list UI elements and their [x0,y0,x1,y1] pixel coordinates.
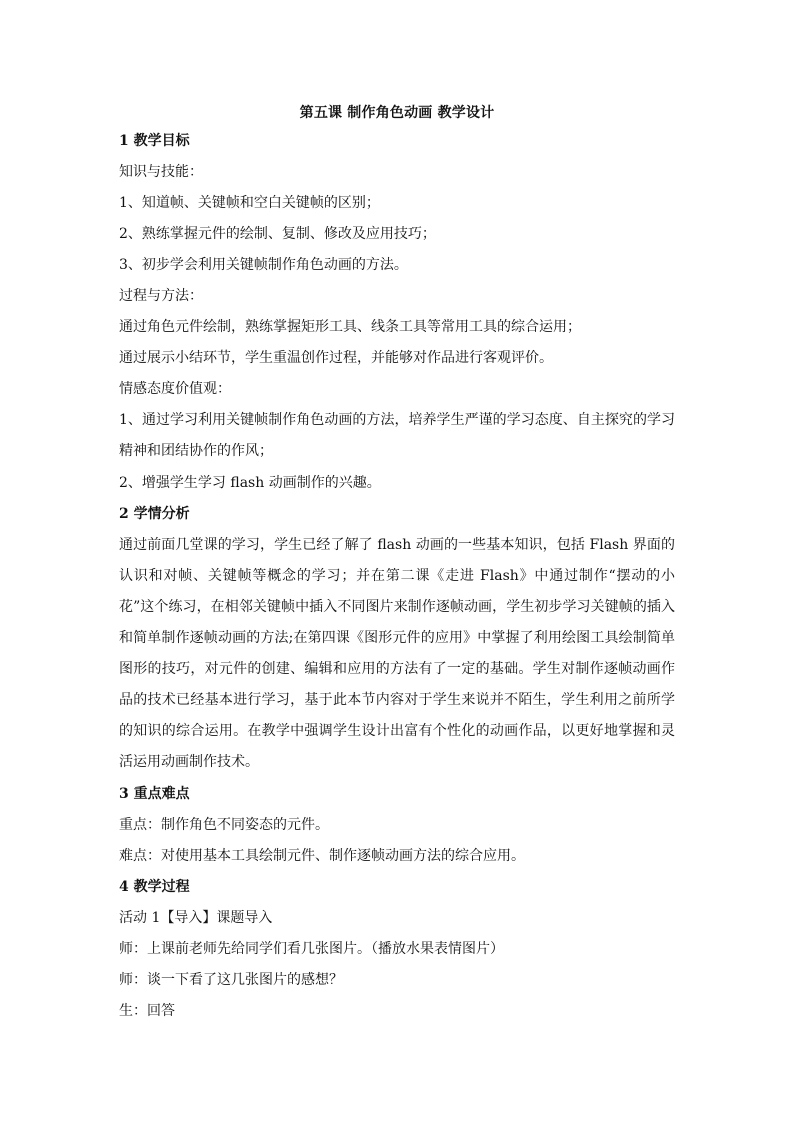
knowledge-item: 2、熟练掌握元件的绘制、复制、修改及应用技巧； [119,226,436,242]
process-item: 通过展示小结环节，学生重温创作过程，并能够对作品进行客观评价。 [119,350,553,366]
section-heading-objectives: 1 教学目标 [119,133,190,149]
knowledge-item: 1、知道帧、关键帧和空白关键帧的区别； [119,195,380,211]
difficulty-text: 难点：对使用基本工具绘制元件、制作逐帧动画方法的综合应用。 [119,848,525,864]
key-point-text: 重点：制作角色不同姿态的元件。 [119,817,329,833]
document-body [119,103,675,1032]
dialogue-line: 师：上课前老师先给同学们看几张图片。（播放水果表情图片） [119,941,504,957]
knowledge-skills-label: 知识与技能： [119,164,203,180]
attitude-values-label: 情感态度价值观： [119,381,231,397]
attitude-item: 1、通过学习利用关键帧制作角色动画的方法，培养学生严谨的学习态度、自主探究的学习精神和团结协作的作风； [119,412,675,459]
learner-analysis-paragraph: 通过前面几堂课的学习，学生已经了解了 flash 动画的一些基本知识，包括 Flash 界面的认识和对帧、关键帧等概念的学习；并在第二课《走进 Flash》中通过制作“摆动的小花”这个练习，在相邻关键帧中插入不同图片来制作逐帧动画，学生初步学习关键帧的插入和简单制作逐帧动画的方法;在第四课《图形元件的应用》中掌握了利用绘图工具绘制简单图形的技巧，对元件的创建、编辑和应用的方法有了一定的基础。学生对制作逐帧动画作品的技术已经基本进行学习，基于此本节内容对于学生来说并不陌生，学生利用之前所学的知识的综合运用。在教学中强调学生设计出富有个性化的动画作品，以更好地掌握和灵活运用动画制作技术。 [119,537,675,770]
document-title: 第五课 制作角色动画 教学设计 [299,105,495,121]
activity-title: 活动 1【导入】课题导入 [119,910,273,926]
section-heading-learner-analysis: 2 学情分析 [119,506,190,522]
process-methods-label: 过程与方法： [119,288,203,304]
section-heading-key-difficult-points: 3 重点难点 [119,786,190,802]
knowledge-item: 3、初步学会利用关键帧制作角色动画的方法。 [119,257,408,273]
section-heading-teaching-process: 4 教学过程 [119,879,190,895]
dialogue-line: 生：回答 [119,1003,175,1019]
dialogue-line: 师：谈一下看了这几张图片的感想？ [119,972,343,988]
process-item: 通过角色元件绘制，熟练掌握矩形工具、线条工具等常用工具的综合运用； [119,319,581,335]
attitude-item: 2、增强学生学习 flash 动画制作的兴趣。 [119,475,381,491]
